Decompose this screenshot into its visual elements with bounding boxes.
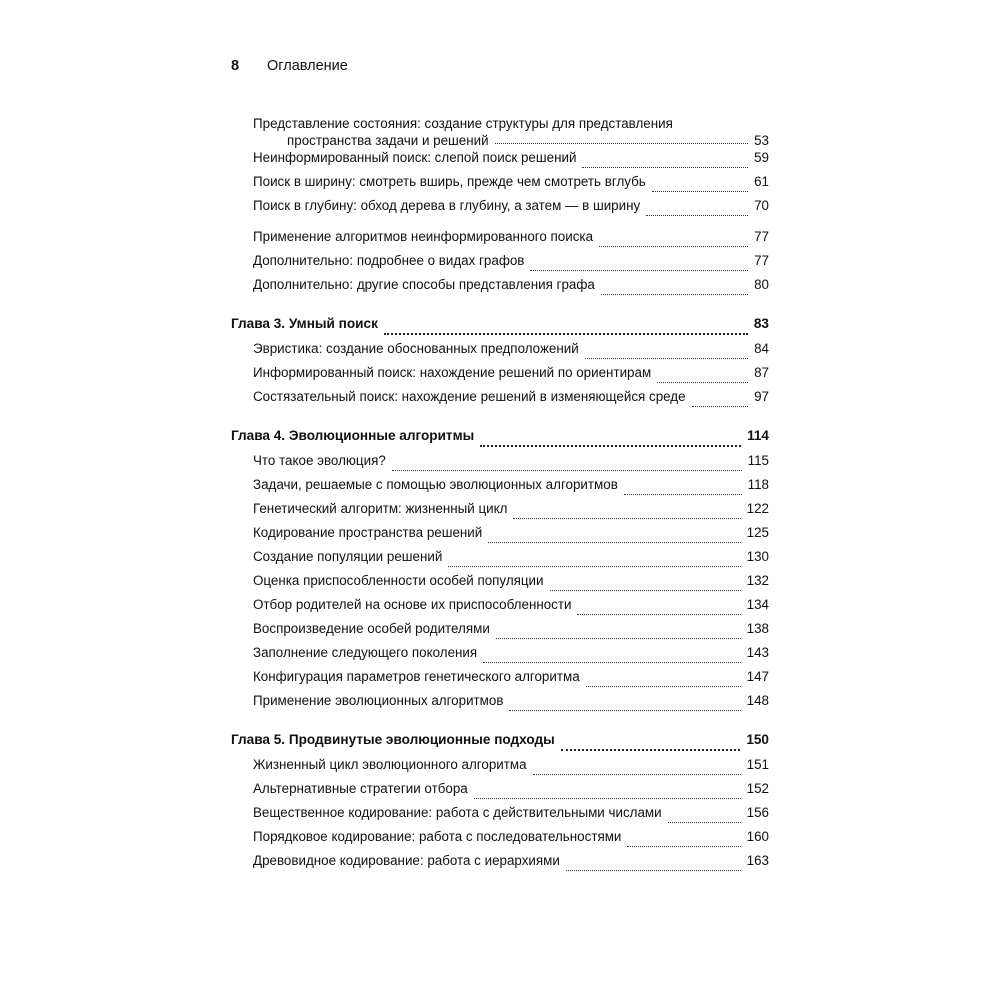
dot-leader: [646, 214, 748, 216]
toc-entry[interactable]: [253, 668, 769, 692]
toc-chapter[interactable]: [231, 428, 769, 452]
toc-entry-title: Информированный поиск: нахождение решений по ориентирам: [253, 365, 652, 380]
toc-chapter-title: Глава 4. Эволюционные алгоритмы: [231, 428, 475, 443]
toc-entry-page: 59: [754, 150, 769, 165]
toc-chapter-page: 114: [747, 428, 769, 443]
toc-entry[interactable]: [253, 149, 769, 173]
toc-entry[interactable]: [253, 692, 769, 716]
toc-entry-page: 130: [746, 549, 769, 564]
toc-entry-title: Конфигурация параметров генетического алгоритма: [253, 669, 580, 684]
toc-entry[interactable]: [253, 173, 769, 197]
toc-entry[interactable]: [253, 572, 769, 596]
dot-leader: [561, 748, 741, 751]
toc-entry[interactable]: [253, 476, 769, 500]
toc-entry-title: Применение эволюционных алгоритмов: [253, 693, 504, 708]
toc-entry[interactable]: [253, 756, 769, 780]
dot-leader: [582, 166, 748, 168]
dot-leader: [392, 469, 742, 471]
dot-leader: [627, 845, 740, 847]
dot-leader: [384, 332, 748, 335]
toc-entry-title: Дополнительно: другие способы представления графа: [253, 277, 595, 292]
toc-entry-title: Задачи, решаемые с помощью эволюционных алгоритмов: [253, 477, 618, 492]
toc-entry-page: 53: [754, 133, 769, 148]
dot-leader: [652, 190, 748, 192]
toc-entry[interactable]: [253, 340, 769, 364]
toc-entry-page: 152: [746, 781, 769, 796]
toc-entry[interactable]: [253, 524, 769, 548]
toc-entry-page: 115: [747, 453, 769, 468]
toc-entry-title: Древовидное кодирование: работа с иерархиями: [253, 853, 560, 868]
toc-entry-title: Дополнительно: подробнее о видах графов: [253, 253, 525, 268]
page-number: 8: [231, 58, 240, 74]
toc-entry-title: Кодирование пространства решений: [253, 525, 483, 540]
dot-leader: [692, 405, 749, 407]
dot-leader: [657, 381, 748, 383]
toc-entry-title: Альтернативные стратегии отбора: [253, 781, 468, 796]
toc-entry[interactable]: [253, 452, 769, 476]
dot-leader: [599, 245, 748, 247]
toc-entry-page: 143: [746, 645, 769, 660]
toc-entry-title: Состязательный поиск: нахождение решений в изменяющейся среде: [253, 389, 686, 404]
toc-entry-page: 160: [746, 829, 769, 844]
dot-leader: [496, 637, 741, 639]
toc-entry-page: 125: [746, 525, 769, 540]
dot-leader: [533, 773, 741, 775]
dot-leader: [585, 357, 748, 359]
dot-leader: [566, 869, 741, 871]
dot-leader: [601, 293, 748, 295]
page-title: Оглавление: [267, 58, 348, 74]
toc-entry-title: Оценка приспособленности особей популяции: [253, 573, 544, 588]
toc-entry-page: 134: [746, 597, 769, 612]
dot-leader: [483, 661, 740, 663]
toc-entry-title: Создание популяции решений: [253, 549, 443, 564]
toc-entry[interactable]: [253, 852, 769, 876]
toc-chapter-page: 150: [746, 732, 769, 747]
toc-entry[interactable]: [253, 548, 769, 572]
toc-entry-page: 132: [746, 573, 769, 588]
toc-entry-page: 87: [754, 365, 769, 380]
dot-leader: [577, 613, 740, 615]
toc-entry-title: Поиск в ширину: смотреть вширь, прежде чем смотреть вглубь: [253, 174, 646, 189]
toc-entry-page: 138: [746, 621, 769, 636]
dot-leader: [513, 517, 740, 519]
toc-chapter[interactable]: [231, 732, 769, 756]
dot-leader: [550, 589, 741, 591]
toc-entry-page: 77: [754, 253, 769, 268]
dot-leader: [474, 797, 741, 799]
toc-entry-title-line2: пространства задачи и решений: [287, 133, 489, 148]
spacer: [231, 221, 769, 228]
toc-entry-page: 122: [746, 501, 769, 516]
toc-entry-title: Неинформированный поиск: слепой поиск решений: [253, 150, 577, 165]
toc-entry[interactable]: [253, 276, 769, 300]
toc-entry-page: 84: [754, 341, 769, 356]
toc-entry[interactable]: [253, 252, 769, 276]
toc-entry-title: Жизненный цикл эволюционного алгоритма: [253, 757, 527, 772]
toc-entry-page: 97: [754, 389, 769, 404]
dot-leader: [624, 493, 742, 495]
toc-entry-page: 118: [747, 477, 769, 492]
toc-entry[interactable]: [253, 364, 769, 388]
toc-chapter-page: 83: [753, 316, 769, 331]
toc-chapter[interactable]: [231, 316, 769, 340]
toc-entry[interactable]: [253, 828, 769, 852]
toc-entry[interactable]: [253, 620, 769, 644]
toc-entry-title: Отбор родителей на основе их приспособленности: [253, 597, 572, 612]
toc-entry-title: Поиск в глубину: обход дерева в глубину, а затем — в ширину: [253, 198, 641, 213]
toc-chapter-title: Глава 3. Умный поиск: [231, 316, 378, 331]
toc-entry-title: Порядковое кодирование: работа с последовательностями: [253, 829, 622, 844]
toc-entry-title: Что такое эволюция?: [253, 453, 386, 468]
toc-entry-title: Воспроизведение особей родителями: [253, 621, 490, 636]
dot-leader: [530, 269, 748, 271]
dot-leader: [586, 685, 741, 687]
dot-leader: [509, 709, 740, 711]
toc-entry-title-line1: Представление состояния: создание структуры для представления: [253, 116, 673, 131]
toc-entry-page: 77: [754, 229, 769, 244]
toc-entry-title: Заполнение следующего поколения: [253, 645, 478, 660]
toc-entry-title: Применение алгоритмов неинформированного поиска: [253, 229, 594, 244]
page-header: [231, 58, 348, 74]
toc-entry[interactable]: [253, 804, 769, 828]
toc-entry-page: 148: [746, 693, 769, 708]
toc-entry-title: Эвристика: создание обоснованных предположений: [253, 341, 579, 356]
dot-leader: [668, 821, 741, 823]
toc-entry[interactable]: [253, 596, 769, 620]
dot-leader: [488, 541, 740, 543]
toc-entry-title: Генетический алгоритм: жизненный цикл: [253, 501, 508, 516]
toc-chapter-title: Глава 5. Продвинутые эволюционные подходы: [231, 732, 555, 747]
toc-entry[interactable]: [253, 780, 769, 804]
toc-entry-title: Вещественное кодирование: работа с действительными числами: [253, 805, 662, 820]
toc-entry[interactable]: [253, 644, 769, 668]
dot-leader: [448, 565, 740, 567]
toc-entry-page: 80: [754, 277, 769, 292]
toc-entry-page: 147: [746, 669, 769, 684]
toc-entry[interactable]: [253, 228, 769, 252]
dot-leader: [480, 444, 741, 447]
dot-leader: [495, 142, 749, 144]
toc-entry[interactable]: [253, 108, 769, 149]
toc-entry-page: 151: [746, 757, 769, 772]
table-of-contents: [231, 108, 769, 876]
toc-entry[interactable]: [253, 197, 769, 221]
toc-entry-page: 61: [754, 174, 769, 189]
toc-entry[interactable]: [253, 388, 769, 412]
toc-entry-page: 163: [746, 853, 769, 868]
toc-entry-page: 156: [746, 805, 769, 820]
toc-entry[interactable]: [253, 500, 769, 524]
toc-entry-page: 70: [754, 198, 769, 213]
